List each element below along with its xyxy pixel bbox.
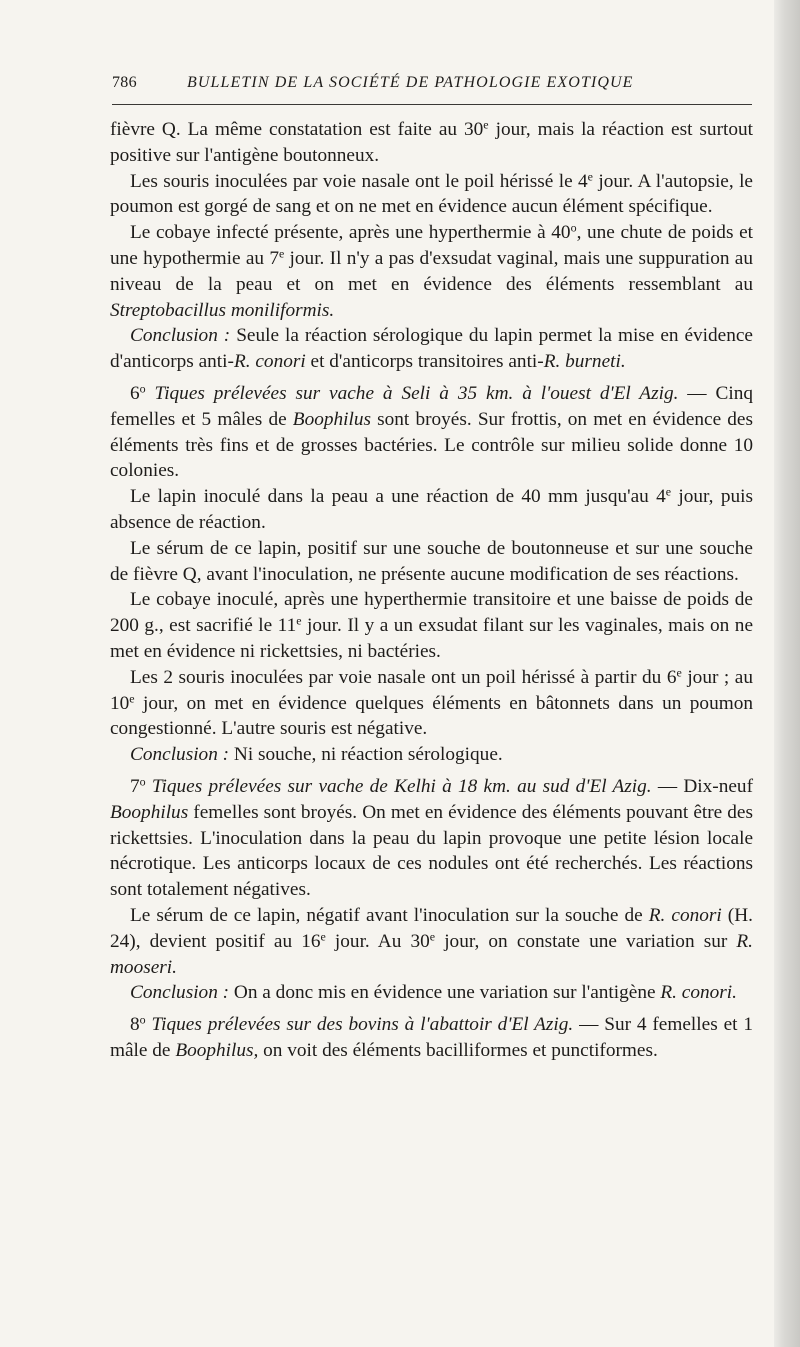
paragraph-conclusion-7: Conclusion : On a donc mis en évidence une variation sur l'antigène R. conori. xyxy=(130,982,737,1004)
paragraph-guinea-pig-6: Le cobaye inoculé, après une hyperthermie transitoire et une baisse de poids de 200 g., est sacrifié le 11e jour. Il y a un exsudat filant sur les vaginales, mais on ne met en évidence ni rickettsies, ni bactéries. xyxy=(110,589,753,662)
paragraph-rabbit-skin: Le lapin inoculé dans la peau a une réaction de 40 mm jusqu'au 4e jour, puis absence de réaction. xyxy=(110,484,753,533)
paragraph-continuation: fièvre Q. La même constatation est faite au 30e jour, mais la réaction est surtout positive sur l'antigène boutonneux. xyxy=(110,117,753,166)
paragraph-rabbit-serum: Le sérum de ce lapin, positif sur une souche de boutonneuse et sur une souche de fièvre Q, avant l'inoculation, ne présente aucune modification de ses réactions. xyxy=(110,537,753,585)
page-edge-shadow xyxy=(774,0,800,1347)
paragraph-guinea-pig: Le cobaye infecté présente, après une hyperthermie à 40$^o$, une chute de poids et une hypothermie au 7e jour. Il n'y a pas d'exsudat vaginal, mais une suppuration au niveau de la peau et on met en évidence des éléments ressemblant au Streptobacillus moniliformis. xyxy=(110,220,753,321)
page-number: 786 xyxy=(112,74,137,91)
paragraph-conclusion-6: Conclusion : Ni souche, ni réaction sérologique. xyxy=(130,744,503,766)
paragraph-rabbit-serum-7: Le sérum de ce lapin, négatif avant l'inoculation sur la souche de R. conori (H. 24), devient positif au 16e jour. Au 30e jour, on constate une variation sur R. mooseri. xyxy=(110,904,753,978)
paragraph-mice-6: Les 2 souris inoculées par voie nasale ont un poil hérissé à partir du 6e jour ; au 10e jour, on met en évidence quelques éléments en bâtonnets dans un poumon congestionné. L'autre souris est négative. xyxy=(110,665,754,740)
article-body xyxy=(110,117,753,1064)
section-6-heading-paragraph: 6$^o$ Tiques prélevées sur vache à Seli à 35 km. à l'ouest d'El Azig. — Cinq femelles et 5 mâles de Boophilus sont broyés. Sur frottis, on met en évidence des éléments très fins et de grosses bactéries. Le contrôle sur milieu solide donne 10 colonies. xyxy=(110,381,753,482)
journal-title: BULLETIN DE LA SOCIÉTÉ DE PATHOLOGIE EXOTIQUE xyxy=(187,74,634,91)
section-7-heading-paragraph: 7$^o$ Tiques prélevées sur vache de Kelhi à 18 km. au sud d'El Azig. — Dix-neuf Boophilus femelles sont broyés. On met en évidence des éléments pouvant être des rickettsies. L'inoculation dans la peau du lapin provoque une petite lésion locale nécrotique. Les anticorps locaux de ces nodules ont été recherchés. Les réactions sont totalement négatives. xyxy=(110,774,753,901)
section-8-heading-paragraph: 8$^o$ Tiques prélevées sur des bovins à l'abattoir d'El Azig. — Sur 4 femelles et 1 mâle de Boophilus, on voit des éléments bacilliformes et punctiformes. xyxy=(110,1012,753,1061)
paragraph-mice-nasal: Les souris inoculées par voie nasale ont le poil hérissé le 4e jour. A l'autopsie, le poumon est gorgé de sang et on ne met en évidence aucun élément spécifique. xyxy=(110,169,753,218)
paragraph-conclusion-5: Conclusion : Seule la réaction sérologique du lapin permet la mise en évidence d'anticorps anti-R. conori et d'anticorps transitoires anti-R. burneti. xyxy=(110,325,753,373)
header-rule xyxy=(112,104,752,105)
